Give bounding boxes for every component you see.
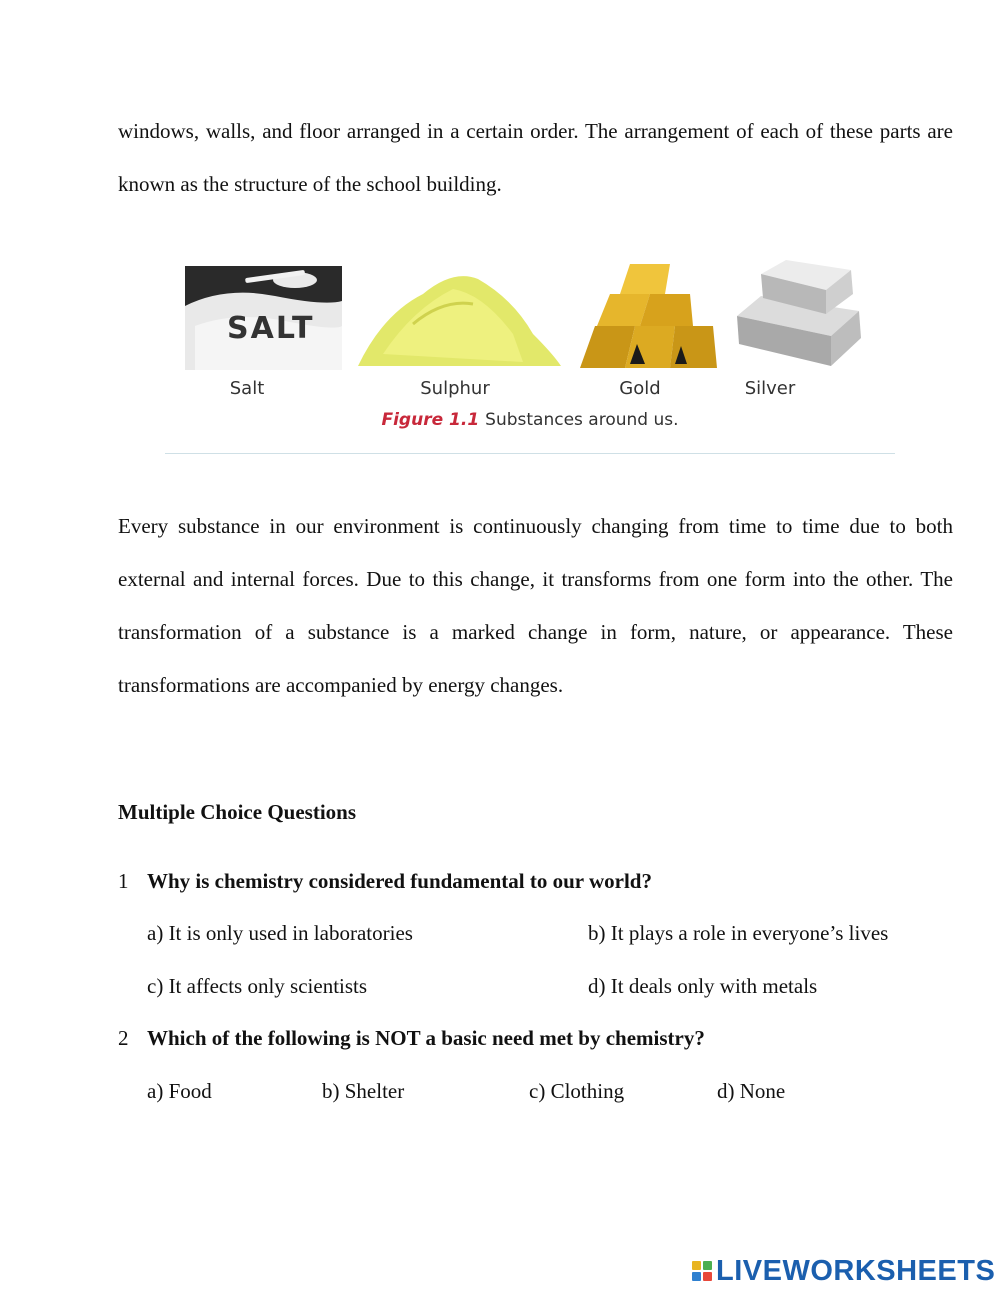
gold-label: Gold bbox=[619, 378, 661, 399]
question-2-text: Which of the following is NOT a basic need met by chemistry? bbox=[147, 1026, 705, 1050]
logo-square-icon bbox=[692, 1261, 701, 1270]
silver-label: Silver bbox=[744, 378, 796, 399]
question-2-option-b[interactable]: b) Shelter bbox=[322, 1079, 405, 1103]
sulphur-label: Sulphur bbox=[420, 378, 490, 399]
logo-text: LIVEWORKSHEETS bbox=[716, 1254, 996, 1287]
logo-square-icon bbox=[703, 1272, 712, 1281]
question-2-number: 2 bbox=[118, 1026, 129, 1050]
sulphur-image bbox=[353, 254, 563, 372]
logo-square-icon bbox=[692, 1272, 701, 1281]
question-1-text: Why is chemistry considered fundamental to our world? bbox=[147, 869, 652, 893]
figure-caption bbox=[165, 410, 895, 430]
question-1-option-c[interactable]: c) It affects only scientists bbox=[147, 974, 368, 998]
liveworksheets-logo[interactable] bbox=[692, 1254, 995, 1288]
figure-caption-text: Substances around us. bbox=[485, 410, 679, 430]
question-1-option-d[interactable]: d) It deals only with metals bbox=[588, 974, 818, 998]
salt-image bbox=[185, 266, 342, 370]
question-2-option-a[interactable]: a) Food bbox=[147, 1079, 212, 1103]
gold-image bbox=[575, 256, 719, 372]
substances-figure bbox=[165, 232, 895, 454]
salt-image-text: SALT bbox=[227, 311, 315, 346]
body-paragraph: Every substance in our environment is continuously changing from time to time due to both external and internal forces. Due to this change, it transforms from one form into the other. The transformation of a substance is a marked change in form, nature, or appearance. These transformations are accompanied by energy changes. bbox=[118, 514, 953, 697]
figure-divider bbox=[165, 453, 895, 454]
intro-paragraph: windows, walls, and floor arranged in a certain order. The arrangement of each of these parts are known as the structure of the school building. bbox=[118, 119, 953, 196]
question-1-option-b[interactable]: b) It plays a role in everyone’s lives bbox=[588, 921, 889, 945]
logo-square-icon bbox=[703, 1261, 712, 1270]
salt-label: Salt bbox=[229, 378, 265, 399]
question-2-option-c[interactable]: c) Clothing bbox=[529, 1079, 625, 1103]
question-2-option-d[interactable]: d) None bbox=[717, 1079, 786, 1103]
mcq-heading: Multiple Choice Questions bbox=[118, 800, 357, 824]
figure-number: Figure 1.1 bbox=[381, 410, 480, 430]
question-1-option-a[interactable]: a) It is only used in laboratories bbox=[147, 921, 413, 945]
logo-grid-icon bbox=[692, 1261, 712, 1281]
question-1-number: 1 bbox=[118, 869, 129, 893]
silver-image bbox=[731, 256, 867, 372]
